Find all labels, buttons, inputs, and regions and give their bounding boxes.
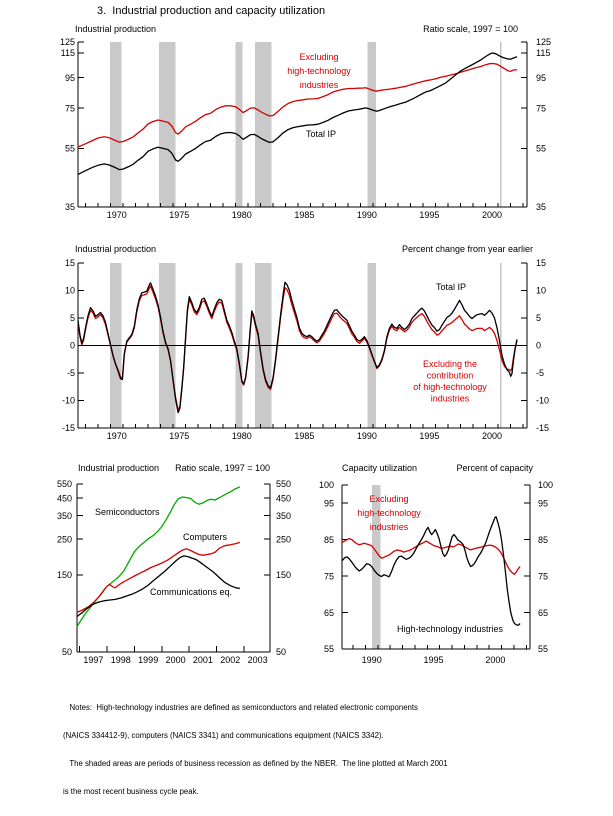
label-excluding-high-technology: industries (369, 522, 409, 532)
y-tick-label: 95 (323, 498, 334, 509)
y-tick-label: 250 (276, 534, 292, 545)
label-excluding-contribution: of high-technology (413, 382, 487, 392)
x-tick-label: 1985 (294, 210, 315, 220)
x-tick-label: 2000 (485, 655, 506, 665)
y-tick-label: -5 (536, 368, 545, 379)
x-tick-label: 1995 (419, 431, 440, 441)
label-excluding-contribution: industries (430, 393, 470, 404)
panel3-header-left: Industrial production (78, 463, 160, 473)
y-tick-label: 95 (536, 72, 547, 83)
recession-bar (159, 42, 176, 207)
recession-bar (236, 42, 243, 207)
y-tick-label: 5 (69, 313, 75, 324)
y-tick-label: 0 (536, 340, 542, 351)
x-tick-label: 2001 (192, 655, 213, 665)
x-tick-label: 1990 (356, 431, 377, 441)
recession-bar (255, 42, 272, 207)
label-computers: Computers (183, 532, 228, 542)
y-tick-label: 350 (56, 510, 72, 521)
y-tick-label: 450 (56, 493, 72, 504)
x-tick-label: 2000 (165, 655, 186, 665)
y-tick-label: 65 (538, 607, 549, 618)
label-excluding-high-technology: industries (299, 80, 339, 90)
y-tick-label: 10 (64, 285, 75, 296)
y-tick-label: 50 (61, 647, 72, 658)
y-tick-label: 75 (323, 571, 334, 582)
label-semiconductors: Semiconductors (95, 507, 160, 517)
y-tick-label: 125 (59, 37, 75, 48)
x-tick-label: 1980 (231, 210, 252, 220)
y-tick-label: 50 (276, 647, 287, 658)
y-tick-label: 100 (538, 480, 554, 491)
x-tick-label: 1970 (106, 210, 127, 220)
y-tick-label: 95 (538, 498, 549, 509)
y-tick-label: 55 (538, 644, 549, 655)
recession-bar (367, 42, 375, 207)
x-tick-label: 1997 (83, 655, 104, 665)
panel2-header-right: Percent change from year earlier (401, 244, 533, 254)
y-tick-label: -15 (536, 423, 550, 434)
label-total-ip: Total IP (435, 282, 467, 292)
y-tick-label: 85 (538, 534, 549, 545)
y-tick-label: 35 (536, 202, 547, 213)
label-excluding-high-technology: high-technology (287, 66, 351, 76)
y-tick-label: 35 (64, 202, 75, 213)
panel-high-tech-industrial-production (57, 479, 291, 665)
y-tick-label: 450 (276, 493, 292, 504)
notes-line: (NAICS 334412-9), computers (NAICS 3341) and communications equipment (NAICS 3342). (63, 731, 384, 741)
x-tick-label: 2000 (481, 431, 503, 441)
y-tick-label: 55 (323, 644, 334, 655)
y-tick-label: 550 (56, 479, 72, 490)
y-tick-label: 15 (64, 258, 75, 269)
y-tick-label: 55 (64, 143, 75, 154)
y-tick-label: 115 (60, 48, 75, 59)
label-total-ip: Total IP (305, 129, 337, 139)
y-tick-label: -10 (536, 395, 550, 406)
panel3-header-right: Ratio scale, 1997 = 100 (175, 463, 270, 473)
label-excluding-high-technology: Excluding (299, 52, 339, 62)
notes-line: Notes: High-technology industries are defined as semiconductors and related electronic components (63, 702, 418, 712)
panel2-header-left: Industrial production (75, 244, 157, 254)
x-tick-label: 1975 (169, 431, 190, 441)
x-tick-label: 2002 (220, 655, 241, 665)
x-tick-label: 1990 (356, 210, 377, 220)
label-communications-eq: Communications eq. (150, 587, 233, 597)
y-tick-label: 250 (56, 534, 72, 545)
series-excluding-high-technology (78, 64, 517, 148)
x-tick-label: 1995 (423, 655, 444, 665)
series-high-technology (342, 517, 520, 626)
x-tick-label: 1980 (231, 431, 252, 441)
y-tick-label: 75 (64, 103, 75, 114)
recession-bar (110, 42, 122, 207)
panel-industrial-production-levels (60, 37, 551, 220)
series-excluding-high-technology (342, 539, 520, 575)
y-tick-label: 100 (318, 480, 334, 491)
y-tick-label: 350 (276, 510, 292, 521)
figure-notes (63, 684, 448, 816)
y-tick-label: -10 (61, 395, 75, 406)
panel4-header-right: Percent of capacity (456, 463, 533, 473)
y-tick-label: 5 (536, 313, 542, 324)
y-tick-label: 150 (56, 570, 72, 581)
panel4-header-left: Capacity utilization (342, 463, 418, 473)
y-tick-label: 115 (536, 48, 551, 59)
label-high-technology: High-technology industries (396, 624, 504, 634)
x-tick-label: 1985 (294, 431, 315, 441)
y-tick-label: 55 (536, 143, 547, 154)
x-tick-label: 1990 (361, 655, 382, 665)
y-tick-label: 10 (536, 285, 547, 296)
notes-line: is the most recent business cycle peak. (63, 787, 199, 797)
y-tick-label: 75 (536, 103, 547, 114)
y-tick-label: 15 (536, 258, 547, 269)
y-tick-label: 85 (323, 534, 334, 545)
panel-industrial-production-percent-change (62, 258, 549, 441)
x-tick-label: 1998 (110, 655, 131, 665)
y-tick-label: 65 (323, 607, 334, 618)
x-tick-label: 1970 (106, 431, 127, 441)
x-tick-label: 2000 (481, 210, 503, 220)
y-tick-label: -15 (61, 423, 75, 434)
x-tick-label: 1999 (138, 655, 159, 665)
panel1-header-left: Industrial production (75, 24, 157, 34)
notes-line: The shaded areas are periods of business recession as defined by the NBER. The line plotted at March 2001 (63, 759, 448, 769)
y-tick-label: -5 (66, 368, 75, 379)
label-excluding-contribution: Excluding the (422, 359, 478, 369)
label-excluding-contribution: contribution (426, 370, 474, 381)
x-tick-label: 1995 (419, 210, 440, 220)
label-excluding-high-technology: high-technology (357, 508, 421, 518)
x-tick-label: 1975 (169, 210, 190, 220)
y-tick-label: 550 (276, 479, 292, 490)
y-tick-label: 125 (536, 37, 552, 48)
panel-capacity-utilization (319, 480, 553, 665)
label-excluding-high-technology: Excluding (369, 494, 409, 504)
y-tick-label: 0 (69, 340, 75, 351)
figure-title: 3. Industrial production and capacity utilization (97, 5, 326, 17)
y-tick-label: 95 (64, 72, 75, 83)
panel1-header-right: Ratio scale, 1997 = 100 (423, 24, 518, 34)
x-tick-label: 2003 (247, 655, 268, 665)
y-tick-label: 75 (538, 571, 549, 582)
y-tick-label: 150 (276, 570, 292, 581)
